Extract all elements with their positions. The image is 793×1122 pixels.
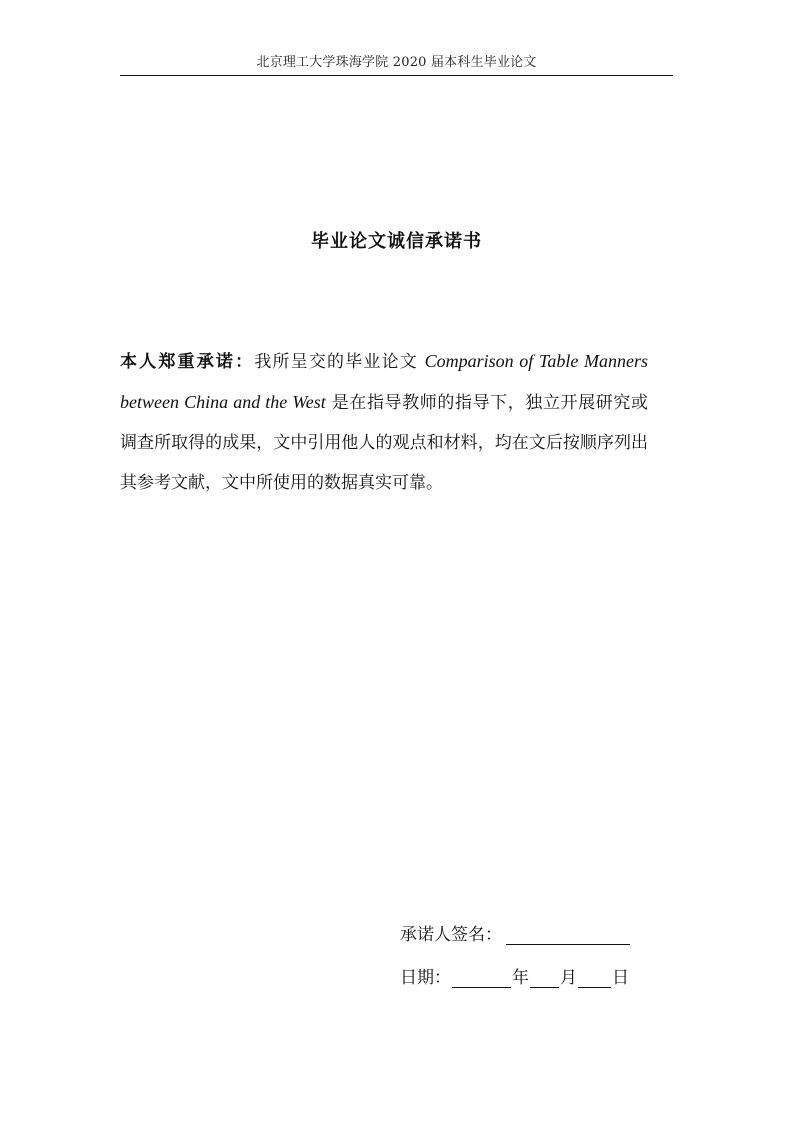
date-row	[400, 968, 631, 988]
year-field[interactable]	[452, 969, 511, 988]
signature-field[interactable]	[506, 926, 630, 945]
signer-row	[400, 925, 631, 945]
day-field[interactable]	[578, 969, 611, 988]
signer-label: 承诺人签名：	[400, 925, 502, 945]
statement-text-after-title: 是在指导教师的指导下，独立开展研究或调查所取得的成果，文中引用他人的观点和材料，均在文后按顺序列出其参考文献，文中所使用的数据真实可靠。	[120, 393, 649, 493]
page-title: 毕业论文诚信承诺书	[311, 231, 482, 252]
month-label: 月	[560, 968, 577, 988]
statement-lead: 本人郑重承诺：	[120, 352, 255, 372]
year-label: 年	[512, 968, 529, 988]
page-header: 北京理工大学珠海学院 2020 届本科生毕业论文	[256, 55, 537, 70]
thesis-title: Comparison of Table Manners between China and the West	[120, 351, 649, 412]
header-divider	[120, 75, 673, 76]
day-label: 日	[612, 968, 629, 988]
integrity-statement	[120, 341, 648, 503]
signature-block	[400, 925, 631, 988]
statement-text-before-title: 我所呈交的毕业论文	[254, 352, 425, 372]
month-field[interactable]	[530, 969, 559, 988]
date-label: 日期：	[400, 968, 451, 988]
